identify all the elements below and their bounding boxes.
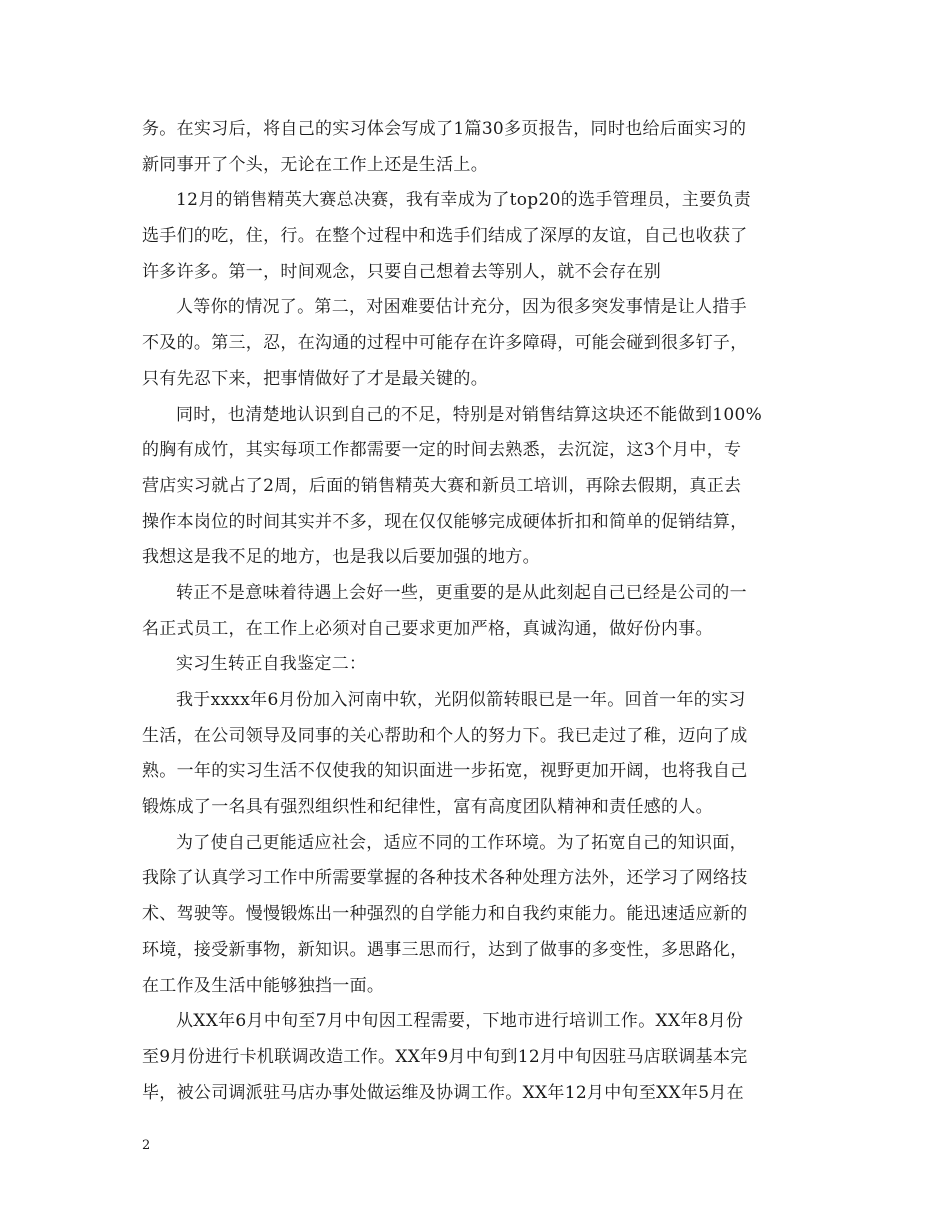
text-line: 同时，也清楚地认识到自己的不足，特别是对销售结算这块还不能做到100% (176, 404, 763, 425)
text-line: 只有先忍下来，把事情做好了才是最关键的。 (142, 368, 488, 389)
text-line: 新同事开了个头，无论在工作上还是生活上。 (142, 154, 488, 175)
text-line: 在工作及生活中能够独挡一面。 (142, 975, 385, 996)
text-line: 转正不是意味着待遇上会好一些，更重要的是从此刻起自己已经是公司的一 (176, 582, 747, 603)
text-line: 12月的销售精英大赛总决赛，我有幸成为了top20的选手管理员，主要负责 (176, 190, 752, 211)
text-line: 生活，在公司领导及同事的关心帮助和个人的努力下。我已走过了稚，迈向了成 (142, 725, 748, 746)
text-line: 营店实习就占了2周，后面的销售精英大赛和新员工培训，再除去假期，真正去 (142, 475, 742, 496)
text-line: 至9月份进行卡机联调改造工作。XX年9月中旬到12月中旬因驻马店联调基本完 (142, 1046, 748, 1067)
text-line: 我想这是我不足的地方，也是我以后要加强的地方。 (142, 547, 540, 568)
text-line: 不及的。第三，忍，在沟通的过程中可能存在许多障碍，可能会碰到很多钉子， (142, 333, 748, 354)
text-line: 选手们的吃，住，行。在整个过程中和选手们结成了深厚的友谊，自己也收获了 (142, 226, 748, 247)
text-line: 实习生转正自我鉴定二： (176, 654, 367, 675)
page-number: 2 (142, 1138, 151, 1153)
text-line: 的胸有成竹，其实每项工作都需要一定的时间去熟悉，去沉淀，这3个月中，专 (142, 440, 742, 461)
text-line: 为了使自己更能适应社会，适应不同的工作环境。为了拓宽自己的知识面， (176, 832, 747, 853)
text-line: 许多许多。第一，时间观念，只要自己想着去等别人，就不会存在别 (142, 261, 661, 282)
text-line: 从XX年6月中旬至7月中旬因工程需要，下地市进行培训工作。XX年8月份 (176, 1011, 744, 1032)
text-line: 锻炼成了一名具有强烈组织性和纪律性，富有高度团队精神和责任感的人。 (142, 797, 713, 818)
text-line: 操作本岗位的时间其实并不多，现在仅仅能够完成硬体折扣和简单的促销结算， (142, 511, 748, 532)
text-line: 环境，接受新事物，新知识。遇事三思而行，达到了做事的多变性，多思路化， (142, 939, 748, 960)
text-line: 我除了认真学习工作中所需要掌握的各种技术各种处理方法外，还学习了网络技 (142, 868, 748, 889)
text-line: 人等你的情况了。第二，对困难要估计充分，因为很多突发事情是让人措手 (176, 297, 747, 318)
text-line: 我于xxxx年6月份加入河南中软，光阴似箭转眼已是一年。回首一年的实习 (176, 690, 746, 710)
text-line: 毕，被公司调派驻马店办事处做运维及协调工作。XX年12月中旬至XX年5月在 (142, 1082, 744, 1103)
document-body (142, 112, 812, 1111)
text-line: 名正式员工，在工作上必须对自己要求更加严格，真诚沟通，做好份内事。 (142, 618, 713, 639)
text-line: 术、驾驶等。慢慢锻炼出一种强烈的自学能力和自我约束能力。能迅速适应新的 (142, 904, 748, 925)
text-line: 务。在实习后，将自己的实习体会写成了1篇30多页报告，同时也给后面实习的 (142, 119, 747, 139)
text-line: 熟。一年的实习生活不仅使我的知识面进一步拓宽，视野更加开阔，也将我自己 (142, 761, 748, 782)
